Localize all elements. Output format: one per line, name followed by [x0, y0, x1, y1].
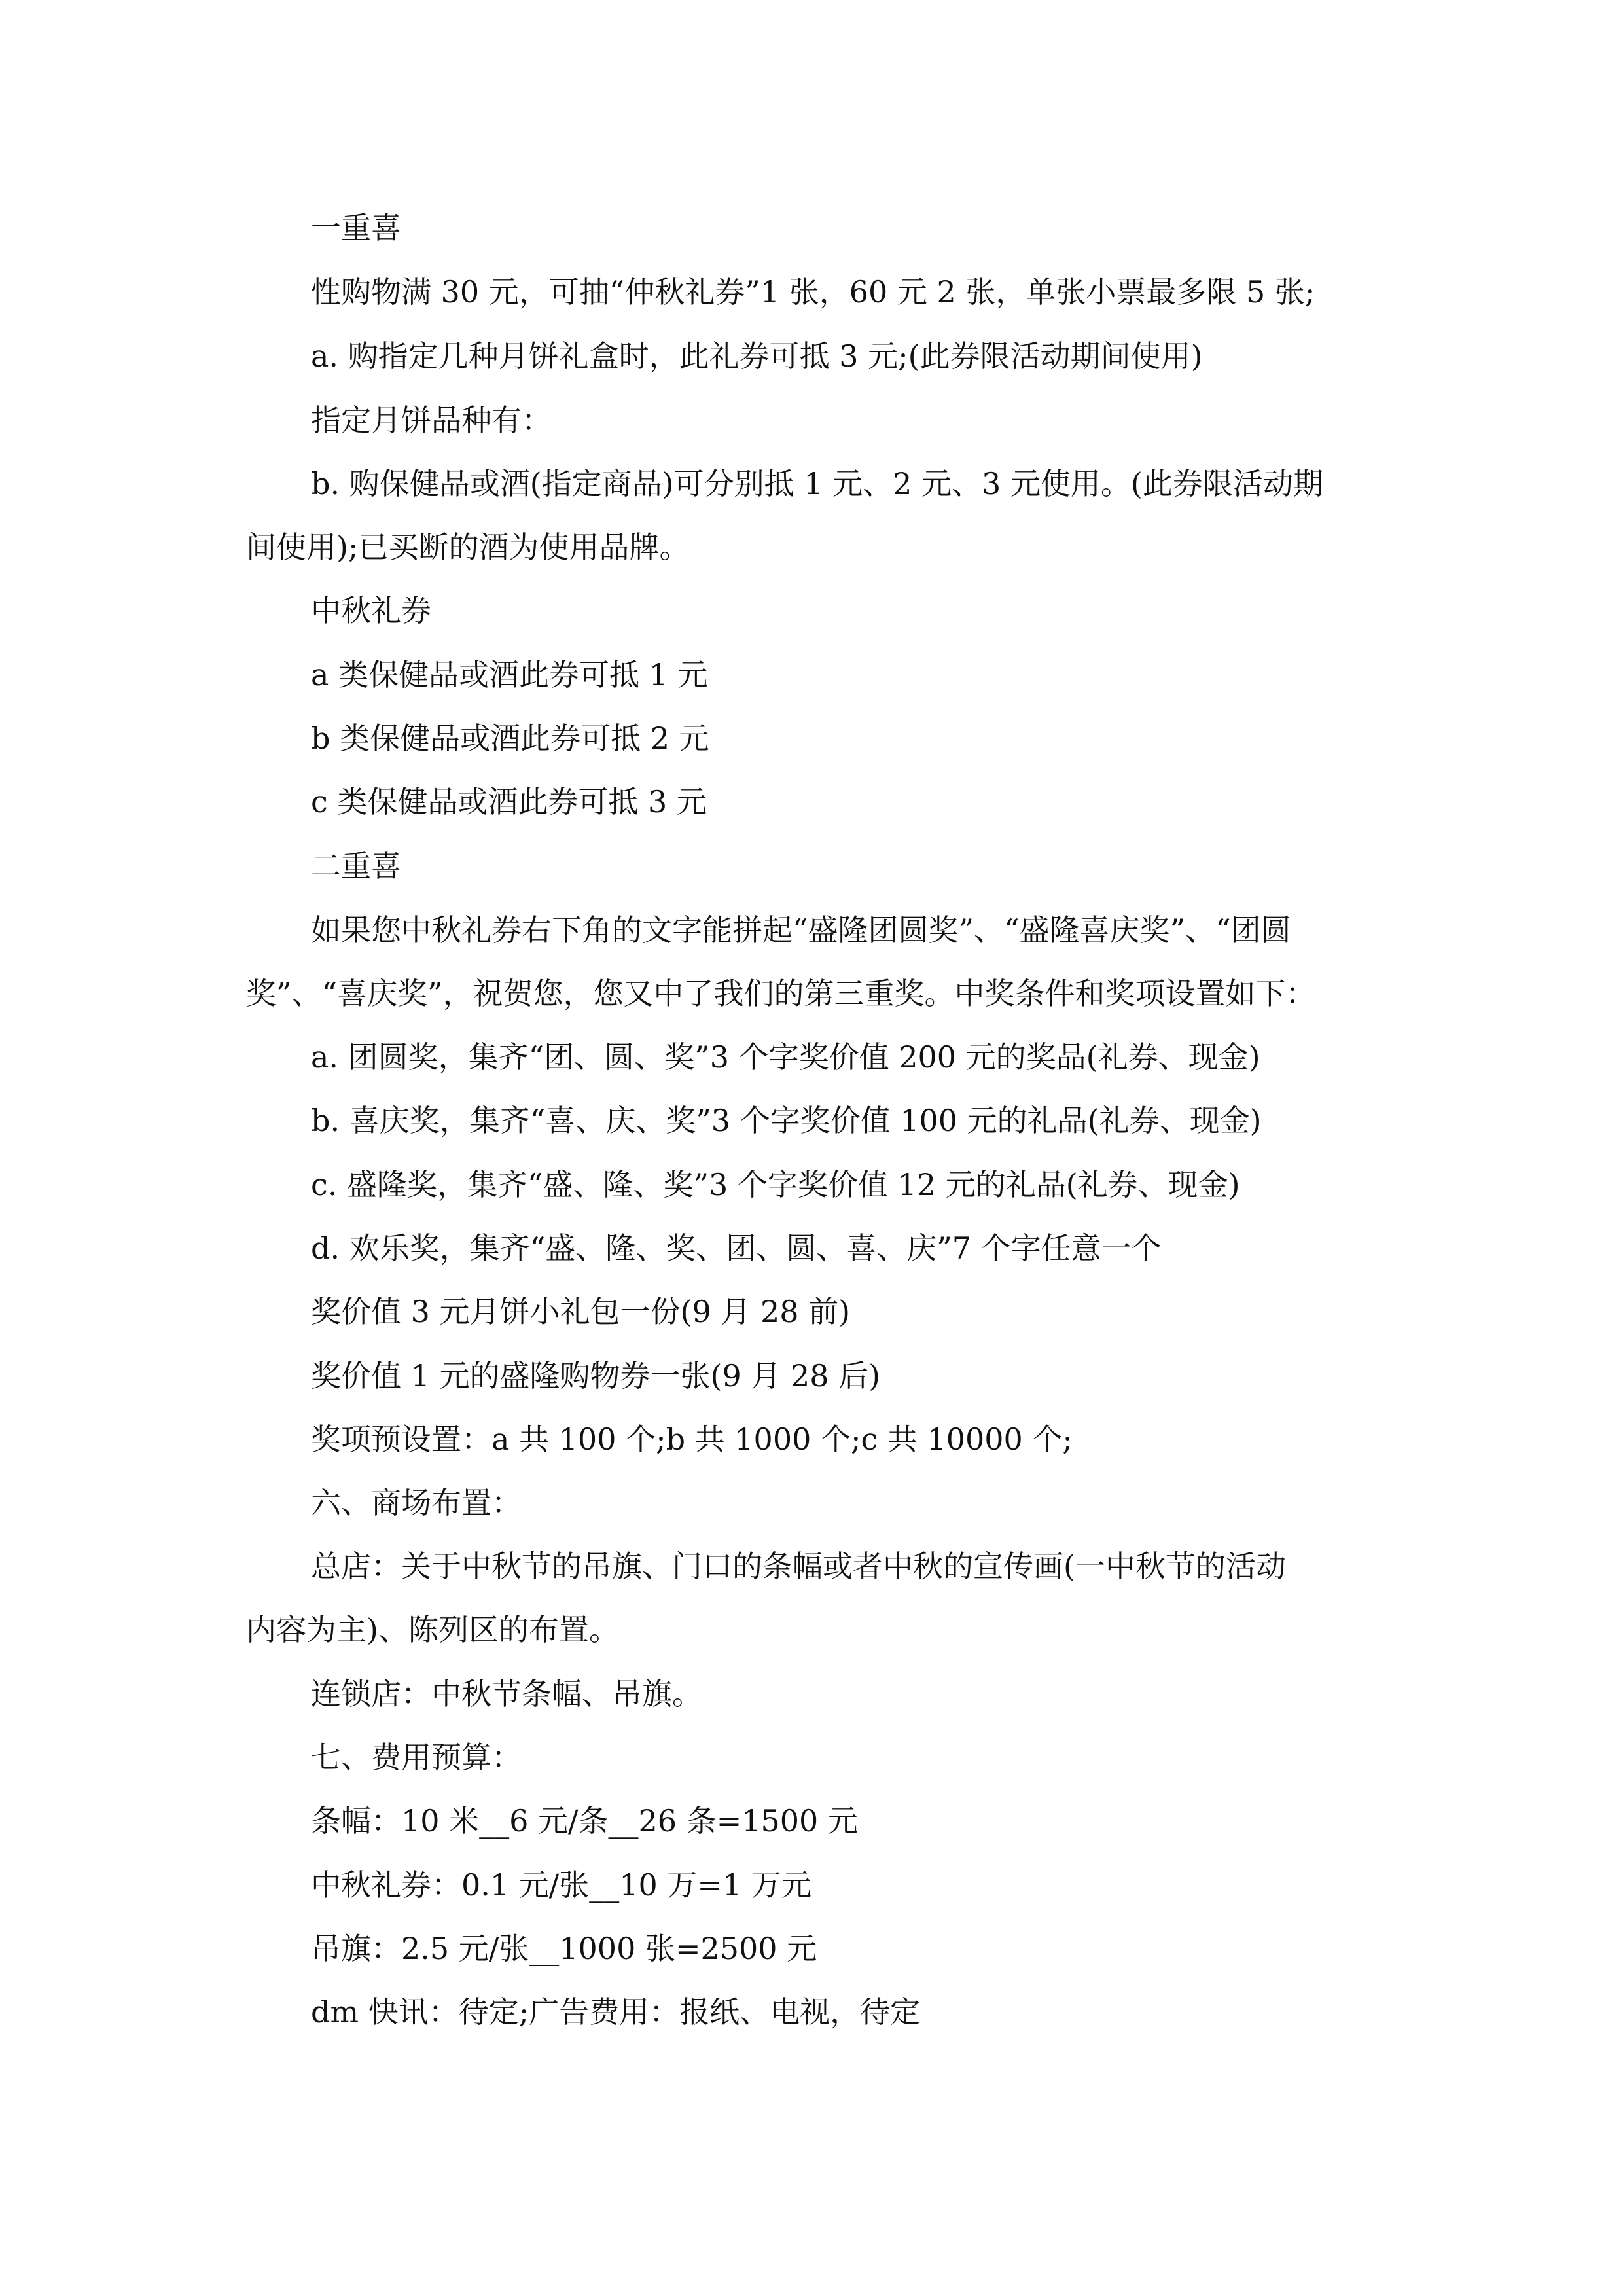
- budget-item: 条幅：10 米__6 元/条__26 条=1500 元: [311, 1803, 858, 1839]
- list-item: c. 盛隆奖，集齐“盛、隆、奖”3 个字奖价值 12 元的礼品(礼券、现金): [311, 1167, 1240, 1202]
- paragraph-line: 总店：关于中秋节的吊旗、门口的条幅或者中秋的宣传画(一中秋节的活动: [311, 1549, 1286, 1584]
- list-item: b. 喜庆奖，集齐“喜、庆、奖”3 个字奖价值 100 元的礼品(礼券、现金): [311, 1103, 1262, 1138]
- budget-item: dm 快讯：待定;广告费用：报纸、电视，待定: [311, 1994, 921, 2030]
- paragraph-line: 性购物满 30 元，可抽“仲秋礼券”1 张，60 元 2 张，单张小票最多限 5 张;: [311, 274, 1315, 310]
- list-item: a 类保健品或酒此券可抵 1 元: [311, 657, 708, 692]
- list-item: a. 团圆奖，集齐“团、圆、奖”3 个字奖价值 200 元的奖品(礼券、现金): [311, 1039, 1260, 1075]
- section-heading-budget: 七、费用预算：: [311, 1740, 522, 1775]
- paragraph-line: a. 购指定几种月饼礼盒时，此礼券可抵 3 元;(此券限活动期间使用): [311, 338, 1203, 374]
- paragraph-line: 奖”、“喜庆奖”，祝贺您，您又中了我们的第三重奖。中奖条件和奖项设置如下：: [246, 976, 1316, 1011]
- section-heading-store-layout: 六、商场布置：: [311, 1485, 522, 1520]
- section-heading-second-prize: 二重喜: [311, 848, 401, 884]
- paragraph-line: b. 购保健品或酒(指定商品)可分别抵 1 元、2 元、3 元使用。(此券限活动期: [311, 466, 1323, 501]
- budget-item: 中秋礼券：0.1 元/张__10 万=1 万元: [311, 1867, 812, 1903]
- list-item: d. 欢乐奖，集齐“盛、隆、奖、团、圆、喜、庆”7 个字任意一个: [311, 1230, 1162, 1266]
- list-item: c 类保健品或酒此券可抵 3 元: [311, 784, 707, 819]
- paragraph-line: 连锁店：中秋节条幅、吊旗。: [311, 1676, 702, 1712]
- paragraph-line: 内容为主)、陈列区的布置。: [246, 1612, 619, 1647]
- paragraph-line: 间使用);已买断的酒为使用品牌。: [246, 529, 690, 565]
- paragraph-line: 奖项预设置：a 共 100 个;b 共 1000 个;c 共 10000 个;: [311, 1422, 1073, 1457]
- budget-item: 吊旗：2.5 元/张__1000 张=2500 元: [311, 1931, 817, 1966]
- list-item: b 类保健品或酒此券可抵 2 元: [311, 721, 709, 756]
- paragraph-line: 指定月饼品种有：: [311, 403, 552, 438]
- list-item: 奖价值 1 元的盛隆购物券一张(9 月 28 后): [311, 1358, 881, 1393]
- subheading-coupon: 中秋礼券: [311, 593, 431, 628]
- section-heading-first-prize: 一重喜: [311, 210, 401, 245]
- list-item: 奖价值 3 元月饼小礼包一份(9 月 28 前): [311, 1294, 851, 1329]
- paragraph-line: 如果您中秋礼券右下角的文字能拼起“盛隆团圆奖”、“盛隆喜庆奖”、“团圆: [311, 912, 1291, 948]
